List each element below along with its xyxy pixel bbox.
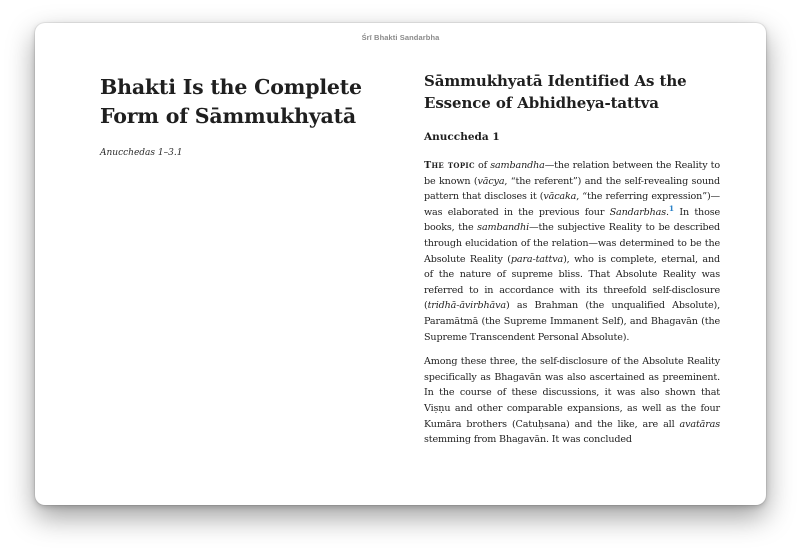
part-subtitle: Anucchedas 1–3.1 (100, 148, 183, 158)
right-page (424, 71, 720, 457)
paragraph-1: The topic of sambandha—the relation between the Reality to be known (vācya, “the referent”) and the self-revealing sound pattern that discloses it (vācaka, “the referring expression”)—was elaborated in the previous four Sandarbhas.$^1$ In those books, the sambandhi—the subjective Reality to be described through elucidation of the relation—was determined to be the Absolute Reality (para-tattva), who is complete, eternal, and of the nature of supreme bliss. That Absolute Reality was referred to in accordance with its threefold self-disclosure (tridhā-āvirbhāva) as Brahman (the unqualified Absolute), Paramātmā (the Supreme Immanent Self), and Bhagavān (the Supreme Transcendent Personal Absolute). (424, 160, 721, 343)
part-title: Bhakti Is the Complete Form of Sāmmukhyatā (100, 75, 362, 128)
paragraph-2: Among these three, the self-disclosure of the Absolute Reality specifically as Bhagavān was also ascertained as preeminent. In the course of these discussions, it was also shown that Viṣṇu and other comparable expansions, as well as the four Kumāra brothers (Catuḥsana) and the like, are all avatāras stemming from Bhagavān. It was concluded (424, 356, 720, 446)
body-text (424, 158, 720, 448)
reader-window (35, 23, 766, 505)
chapter-title: Sāmmukhyatā Identified As the Essence of Abhidheya-tattva (424, 72, 687, 112)
lead-in: The topic (424, 160, 475, 171)
section-heading: Anuccheda 1 (424, 131, 500, 143)
left-page (100, 73, 400, 158)
footnote-link[interactable]: 1 (668, 203, 674, 213)
window-title: Śrī Bhakti Sandarbha (361, 33, 440, 42)
